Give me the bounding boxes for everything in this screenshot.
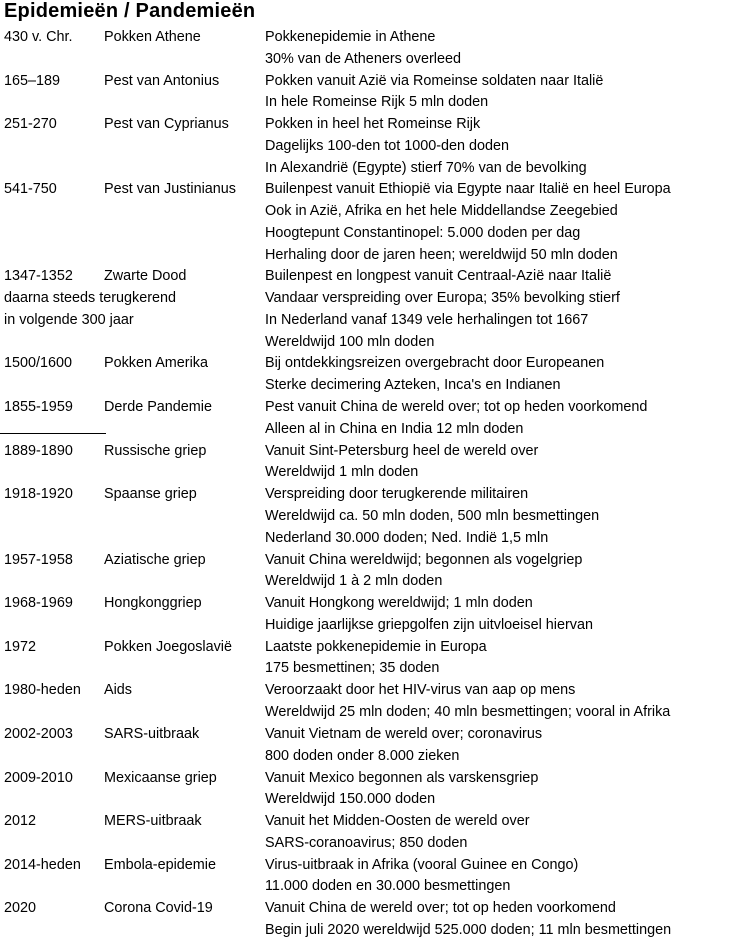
description-line: Pest vanuit China de wereld over; tot op heden voorkomend (265, 399, 648, 416)
row-left-column (0, 484, 265, 549)
epidemic-row (0, 71, 744, 115)
description-line: Wereldwijd 150.000 doden (265, 791, 436, 808)
epidemic-row (0, 266, 744, 353)
period-label: 2020 (4, 900, 37, 917)
epidemic-name: Corona Covid-19 (104, 900, 213, 917)
description-line: SARS-coranoavirus; 850 doden (265, 834, 468, 851)
description-line: Dagelijks 100-den tot 1000-den doden (265, 137, 510, 154)
description-line: Nederland 30.000 doden; Ned. Indië 1,5 mln (265, 529, 549, 546)
epidemic-name: Pokken Amerika (104, 355, 208, 372)
epidemic-name: Embola-epidemie (104, 856, 216, 873)
epidemic-name: MERS-uitbraak (104, 813, 202, 830)
epidemic-name: Mexicaanse griep (104, 769, 217, 786)
description (265, 27, 744, 70)
description-line: Virus-uitbraak in Afrika (vooral Guinee en Congo) (265, 856, 579, 873)
description (265, 550, 744, 593)
period-label: 430 v. Chr. (4, 29, 73, 45)
period-label: 2012 (4, 813, 37, 830)
period-label: 165–189 (4, 72, 61, 89)
row-left-column (0, 768, 265, 811)
row-left-column (0, 637, 265, 680)
row-left-column (0, 353, 265, 396)
row-left-column (0, 27, 265, 70)
epidemic-row (0, 724, 744, 768)
period-label: 2009-2010 (4, 769, 73, 786)
period-label: 1918-1920 (4, 486, 73, 503)
description-line: Wereldwijd 25 mln doden; 40 mln besmettingen; vooral in Afrika (265, 704, 671, 721)
epidemic-row (0, 680, 744, 724)
description-line: Laatste pokkenepidemie in Europa (265, 638, 487, 655)
epidemic-list (0, 27, 744, 942)
description-line: Vanuit China de wereld over; tot op heden voorkomend (265, 900, 616, 917)
description-line: In hele Romeinse Rijk 5 mln doden (265, 94, 489, 111)
epidemic-name: Aziatische griep (104, 551, 206, 568)
epidemic-row (0, 441, 744, 485)
epidemic-name: Hongkonggriep (104, 595, 202, 612)
description-line: Bij ontdekkingsreizen overgebracht door Europeanen (265, 355, 605, 372)
epidemic-row (0, 353, 744, 397)
description-line: Builenpest en longpest vanuit Centraal-Azië naar Italië (265, 268, 612, 285)
epidemic-row (0, 27, 744, 71)
epidemic-name: Aids (104, 682, 132, 699)
epidemic-row (0, 898, 744, 942)
description (265, 637, 744, 680)
epidemic-name: Pest van Antonius (104, 72, 220, 89)
epidemic-row (0, 550, 744, 594)
description (265, 71, 744, 114)
period-label: 2002-2003 (4, 725, 73, 742)
description-line: Wereldwijd 100 mln doden (265, 333, 435, 350)
period-label: 1500/1600 (4, 355, 73, 372)
description (265, 680, 744, 723)
description-line: 30% van de Atheners overleed (265, 50, 462, 67)
row-left-column (0, 593, 265, 636)
description-line: 800 doden onder 8.000 zieken (265, 747, 460, 764)
row-left-column (0, 71, 265, 114)
description-line: Begin juli 2020 wereldwijd 525.000 doden; 11 mln besmettingen (265, 922, 672, 939)
description (265, 724, 744, 767)
description-line: Herhaling door de jaren heen; wereldwijd 50 mln doden (265, 246, 618, 263)
description (265, 114, 744, 179)
row-left-column (0, 724, 265, 767)
period-label: 1980-heden (4, 682, 81, 699)
row-left-column (0, 680, 265, 723)
description (265, 484, 744, 549)
epidemic-name: Spaanse griep (104, 486, 197, 503)
description-line: Verspreiding door terugkerende militairen (265, 486, 529, 503)
description-line: Builenpest vanuit Ethiopië via Egypte naar Italië en heel Europa (265, 181, 671, 198)
description-line: Vanuit China wereldwijd; begonnen als vogelgriep (265, 551, 583, 568)
epidemic-name: Pest van Cyprianus (104, 116, 229, 133)
period-label: 1968-1969 (4, 595, 73, 612)
description-line: Pokken vanuit Azië via Romeinse soldaten naar Italië (265, 72, 604, 89)
description-line: In Nederland vanaf 1349 vele herhalingen tot 1667 (265, 311, 589, 328)
epidemic-name: Zwarte Dood (104, 268, 187, 285)
description-line: Vanuit Vietnam de wereld over; coronavirus (265, 725, 543, 742)
description (265, 179, 744, 266)
period-label: 251-270 (4, 116, 57, 133)
row-left-column (0, 550, 265, 593)
row-left-column (0, 898, 265, 941)
period-label: 541-750 (4, 181, 57, 198)
epidemic-name: Derde Pandemie (104, 399, 212, 416)
epidemic-row (0, 114, 744, 179)
row-left-column: 1347-1352 Zwarte Dood daarna steeds terugkerend in volgende 300 jaar (0, 266, 265, 353)
epidemic-row (0, 855, 744, 899)
description-line: Pokken in heel het Romeinse Rijk (265, 116, 481, 133)
description-line: Vanuit Mexico begonnen als varskensgriep (265, 769, 539, 786)
description (265, 397, 744, 440)
description-line: Vanuit het Midden-Oosten de wereld over (265, 813, 530, 830)
description (265, 811, 744, 854)
description-line: Hoogtepunt Constantinopel: 5.000 doden per dag (265, 224, 581, 241)
row-left-column (0, 441, 265, 484)
epidemic-row (0, 484, 744, 549)
description-line: Vanuit Sint-Petersburg heel de wereld over (265, 442, 539, 459)
epidemic-row (0, 397, 744, 441)
row-left-column (0, 855, 265, 898)
description-line: Wereldwijd ca. 50 mln doden, 500 mln besmettingen (265, 507, 600, 524)
period-label: 1957-1958 (4, 551, 73, 568)
epidemic-row (0, 179, 744, 266)
epidemic-row (0, 811, 744, 855)
epidemic-name: Pokken Athene (104, 29, 201, 45)
period-label: 1889-1890 (4, 442, 73, 459)
description-line: Alleen al in China en India 12 mln doden (265, 420, 524, 437)
epidemic-name: SARS-uitbraak (104, 725, 200, 742)
epidemic-name: Pest van Justinianus (104, 181, 236, 198)
row-left-column (0, 811, 265, 854)
epidemic-row (0, 768, 744, 812)
description-line: Ook in Azië, Afrika en het hele Middellandse Zeegebied (265, 203, 618, 220)
description-line: Wereldwijd 1 mln doden (265, 464, 419, 481)
row-left-column (0, 179, 265, 266)
description-line: Vandaar verspreiding over Europa; 35% bevolking stierf (265, 290, 620, 307)
page-title: Epidemieën / Pandemieën (4, 0, 256, 22)
description (265, 593, 744, 636)
epidemic-name: Pokken Joegoslavië (104, 638, 232, 655)
description-line: Veroorzaakt door het HIV-virus van aap op mens (265, 682, 576, 699)
epidemic-row (0, 593, 744, 637)
row-left-column (0, 114, 265, 179)
description-line: Pokkenepidemie in Athene (265, 29, 436, 45)
description (265, 266, 744, 353)
description (265, 898, 744, 941)
description (265, 441, 744, 484)
description-line: Huidige jaarlijkse griepgolfen zijn uitvloeisel hiervan (265, 616, 593, 633)
divider-line (0, 433, 106, 434)
description-line: 11.000 doden en 30.000 besmettingen (265, 878, 511, 895)
description (265, 768, 744, 811)
description-line: Vanuit Hongkong wereldwijd; 1 mln doden (265, 595, 533, 612)
description-line: In Alexandrië (Egypte) stierf 70% van de bevolking (265, 159, 587, 176)
description-line: 175 besmettinen; 35 doden (265, 660, 440, 677)
period-label: 2014-heden (4, 856, 81, 873)
description-line: Sterke decimering Azteken, Inca's en Indianen (265, 377, 561, 394)
period-label: 1855-1959 (4, 399, 73, 416)
description (265, 353, 744, 396)
epidemic-name: Russische griep (104, 442, 207, 459)
description (265, 855, 744, 898)
description-line: Wereldwijd 1 à 2 mln doden (265, 573, 443, 590)
epidemic-row (0, 637, 744, 681)
period-label: 1972 (4, 638, 37, 655)
period-label: 1347-1352 (4, 268, 73, 285)
